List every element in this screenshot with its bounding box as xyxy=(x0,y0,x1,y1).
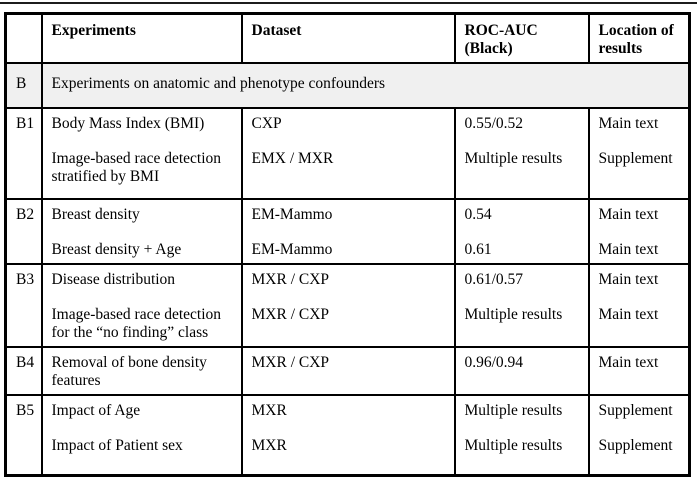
location-value: Main text xyxy=(598,306,659,323)
location-cell xyxy=(589,347,690,395)
roc-auc-value: Multiple results xyxy=(464,402,563,419)
roc-auc-cell xyxy=(455,395,589,475)
location-cell xyxy=(589,395,690,475)
location-cell xyxy=(589,199,690,264)
experiment-label: Body Mass Index (BMI) xyxy=(51,115,205,132)
roc-auc-value: 0.96/0.94 xyxy=(464,354,524,371)
experiments-cell xyxy=(42,264,242,347)
experiment-label: Removal of bone density features xyxy=(51,354,207,389)
location-cell xyxy=(589,108,690,199)
dataset-cell xyxy=(242,264,455,347)
top-rule xyxy=(0,2,697,4)
roc-auc-cell xyxy=(455,108,589,199)
roc-auc-header-line1: ROC-AUC xyxy=(464,22,538,39)
header-cell-dataset: Dataset xyxy=(242,14,455,64)
roc-auc-value: 0.61 xyxy=(464,241,492,258)
header-cell-location: Location of results xyxy=(589,14,690,64)
dataset-value: MXR xyxy=(251,402,287,419)
roc-auc-value: 0.54 xyxy=(464,206,492,223)
dataset-cell xyxy=(242,199,455,264)
dataset-cell xyxy=(242,395,455,475)
row-id-cell: B1 xyxy=(6,108,42,199)
location-value: Supplement xyxy=(598,437,673,454)
dataset-value: MXR / CXP xyxy=(251,306,330,323)
experiment-label: Impact of Age xyxy=(51,402,141,419)
roc-auc-value: Multiple results xyxy=(464,150,563,167)
location-value: Supplement xyxy=(598,402,673,419)
experiment-label: Image-based race detection stratified by BMI xyxy=(51,150,222,185)
location-value: Main text xyxy=(598,241,659,258)
table-row-b3 xyxy=(6,264,690,347)
dataset-value: EM-Mammo xyxy=(251,206,333,223)
dataset-value: EMX / MXR xyxy=(251,150,334,167)
results-table xyxy=(4,12,691,477)
header-cell-experiments: Experiments xyxy=(42,14,242,64)
dataset-cell xyxy=(242,108,455,199)
row-id-cell: B5 xyxy=(6,395,42,475)
header-cell-roc-auc xyxy=(455,14,589,64)
experiment-label: Disease distribution xyxy=(51,271,176,288)
table-row-b1 xyxy=(6,108,690,199)
location-value: Main text xyxy=(598,271,659,288)
dataset-value: MXR / CXP xyxy=(251,354,330,371)
location-value: Main text xyxy=(598,115,659,132)
roc-auc-value: 0.55/0.52 xyxy=(464,115,524,132)
header-cell-id xyxy=(6,14,42,64)
dataset-value: CXP xyxy=(251,115,282,132)
roc-auc-value: Multiple results xyxy=(464,437,563,454)
roc-auc-value: 0.61/0.57 xyxy=(464,271,524,288)
location-value: Supplement xyxy=(598,150,673,167)
experiment-label: Breast density xyxy=(51,206,140,223)
experiments-cell xyxy=(42,347,242,395)
experiments-cell xyxy=(42,108,242,199)
roc-auc-cell xyxy=(455,199,589,264)
section-id-cell: B xyxy=(6,63,42,108)
experiment-label: Breast density + Age xyxy=(51,241,182,258)
roc-auc-header-line2: (Black) xyxy=(464,40,513,57)
roc-auc-cell xyxy=(455,347,589,395)
row-id-cell: B2 xyxy=(6,199,42,264)
roc-auc-value: Multiple results xyxy=(464,306,563,323)
dataset-value: EM-Mammo xyxy=(251,241,333,258)
table-row-b5 xyxy=(6,395,690,475)
table-row-b2 xyxy=(6,199,690,264)
dataset-value: MXR / CXP xyxy=(251,271,330,288)
table-row-b4 xyxy=(6,347,690,395)
section-row-b xyxy=(6,63,690,108)
dataset-value: MXR xyxy=(251,437,287,454)
experiments-cell xyxy=(42,395,242,475)
location-value: Main text xyxy=(598,206,659,223)
row-id-cell: B4 xyxy=(6,347,42,395)
header-row xyxy=(6,14,690,64)
row-id-cell: B3 xyxy=(6,264,42,347)
experiment-label: Image-based race detection for the “no finding” class xyxy=(51,306,222,341)
section-title-cell: Experiments on anatomic and phenotype confounders xyxy=(42,63,690,108)
experiments-cell xyxy=(42,199,242,264)
dataset-cell xyxy=(242,347,455,395)
location-cell xyxy=(589,264,690,347)
location-value: Main text xyxy=(598,354,659,371)
roc-auc-cell xyxy=(455,264,589,347)
experiment-label: Impact of Patient sex xyxy=(51,437,183,454)
